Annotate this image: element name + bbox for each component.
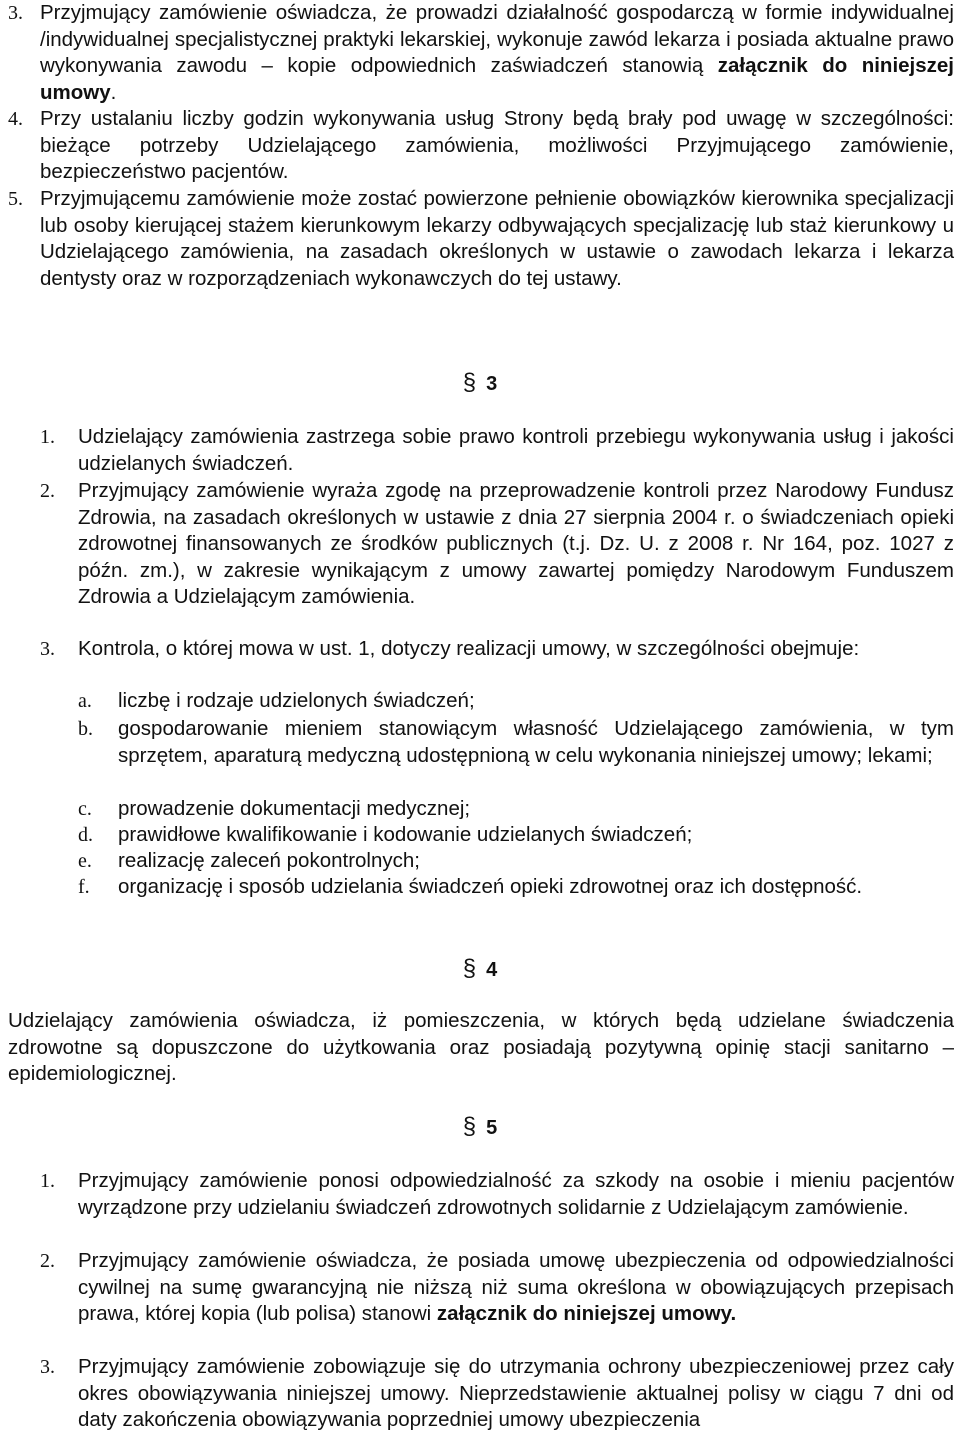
clause-item-4 — [8, 106, 954, 186]
subitem-text: prawidłowe kwalifikowanie i kodowanie udzielanych świadczeń; — [118, 823, 693, 846]
section3-subitem-d — [78, 822, 954, 849]
item-number: 4. — [8, 108, 23, 130]
section3-subitem-f — [78, 874, 954, 901]
subitem-text: realizację zaleceń pokontrolnych; — [118, 849, 420, 872]
section-number: 5 — [486, 1117, 498, 1139]
item-number: 3. — [8, 2, 23, 24]
section3-subitem-c — [78, 796, 954, 823]
section-heading-3 — [0, 370, 960, 398]
section3-item-3 — [40, 636, 954, 663]
item-number: 3. — [40, 638, 55, 660]
section3-subitem-b — [78, 716, 954, 769]
subitem-text: gospodarowanie mieniem stanowiącym własność Udzielającego zamówienia, w tym sprzętem, aparaturą medyczną udostępnioną w celu wykonania niniejszej umowy; lekami; — [118, 717, 954, 767]
subitem-letter: a. — [78, 690, 92, 712]
item-text: Przyjmujący zamówienie oświadcza, że posiada umowę ubezpieczenia od odpowiedzialności cywilnej na sumę gwarancyjną nie niższą niż suma określona w obowiązujących przepisach prawa, której kopia (lub polisa) stanowi załącznik do niniejszej umowy. — [78, 1249, 954, 1325]
section-symbol: § — [462, 1113, 477, 1140]
subitem-letter: d. — [78, 824, 93, 846]
clause-item-5 — [8, 186, 954, 292]
item-number: 2. — [40, 1250, 55, 1272]
bold-attachment-ref: załącznik do niniejszej umowy. — [436, 1302, 737, 1325]
item-number: 5. — [8, 188, 23, 210]
section3-item-1 — [40, 424, 954, 477]
subitem-letter: b. — [78, 718, 93, 740]
section-symbol: § — [462, 369, 477, 396]
section4-paragraph: Udzielający zamówienia oświadcza, iż pomieszczenia, w których będą udzielane świadczenia zdrowotne są dopuszczone do użytkowania oraz posiadają pozytywną opinię stacji sanitarno – epidemiologicznej. — [8, 1009, 954, 1085]
item-number: 3. — [40, 1356, 55, 1378]
subitem-text: liczbę i rodzaje udzielonych świadczeń; — [118, 689, 475, 712]
section-symbol: § — [462, 955, 477, 982]
item-text: Udzielający zamówienia zastrzega sobie prawo kontroli przebiegu wykonywania usług i jakości udzielanych świadczeń. — [78, 425, 954, 475]
section-number: 3 — [486, 373, 498, 395]
subitem-text: prowadzenie dokumentacji medycznej; — [118, 797, 471, 820]
item-text: Przyjmujący zamówienie wyraża zgodę na przeprowadzenie kontroli przez Narodowy Fundusz Zdrowia, na zasadach określonych w ustawie z dnia 27 sierpnia 2004 r. o świadczeniach opieki zdrowotnej finansowanych ze środków publicznych (t.j. Dz. U. z 2008 r. Nr 164, poz. 1027 z późn. zm.), w zakresie wynikającym z umowy zawartej pomiędzy Narodowym Funduszem Zdrowia a Udzielającym zamówienia. — [78, 479, 954, 608]
item-number: 1. — [40, 426, 55, 448]
section-number: 4 — [486, 959, 498, 981]
section5-item-3 — [40, 1354, 954, 1434]
bold-attachment-ref: załącznik do niniejszej umowy — [40, 54, 954, 104]
item-number: 2. — [40, 480, 55, 502]
section3-subitem-a — [78, 688, 954, 715]
subitem-letter: c. — [78, 798, 92, 820]
item-text: Przy ustalaniu liczby godzin wykonywania usług Strony będą brały pod uwagę w szczególności: bieżące potrzeby Udzielającego zamówienia, możliwości Przyjmującego zamówienie, bezpieczeństwo pacjentów. — [40, 107, 954, 183]
item-text: Przyjmującemu zamówienie może zostać powierzone pełnienie obowiązków kierownika specjalizacji lub osoby kierującej stażem kierunkowym lekarzy odbywających specjalizację lub staż kierunkowy u Udzielającego zamówienia, na zasadach określonych w ustawie o zawodach lekarza i lekarza dentysty oraz w rozporządzeniach wykonawczych do tej ustawy. — [40, 187, 954, 290]
section3-subitem-e — [78, 848, 954, 875]
section3-item-2 — [40, 478, 954, 611]
item-number: 1. — [40, 1170, 55, 1192]
item-text: Przyjmujący zamówienie ponosi odpowiedzialność za szkody na osobie i mieniu pacjentów wyrządzone przy udzielaniu świadczeń zdrowotnych solidarnie z Udzielającym zamówienie. — [78, 1169, 954, 1219]
section-heading-5 — [0, 1114, 960, 1142]
section-heading-4 — [0, 956, 960, 984]
item-text: Przyjmujący zamówienie zobowiązuje się do utrzymania ochrony ubezpieczeniowej przez cały okres obowiązywania niniejszej umowy. Nieprzedstawienie aktualnej polisy w ciągu 7 dni od daty zakończenia obowiązywania poprzedniej umowy ubezpieczenia — [78, 1355, 954, 1431]
subitem-letter: e. — [78, 850, 92, 872]
subitem-text: organizację i sposób udzielania świadczeń opieki zdrowotnej oraz ich dostępność. — [118, 875, 863, 898]
item-text: Przyjmujący zamówienie oświadcza, że prowadzi działalność gospodarczą w formie indywidualnej /indywidualnej specjalistycznej praktyki lekarskiej, wykonuje zawód lekarza i posiada aktualne prawo wykonywania zawodu – kopie odpowiednich zaświadczeń stanowią załącznik do niniejszej umowy. — [40, 1, 954, 104]
section5-item-1 — [40, 1168, 954, 1221]
item-text: Kontrola, o której mowa w ust. 1, dotyczy realizacji umowy, w szczególności obejmuje: — [78, 637, 860, 660]
clause-item-3 — [8, 0, 954, 106]
subitem-letter: f. — [78, 876, 90, 898]
section5-item-2 — [40, 1248, 954, 1328]
